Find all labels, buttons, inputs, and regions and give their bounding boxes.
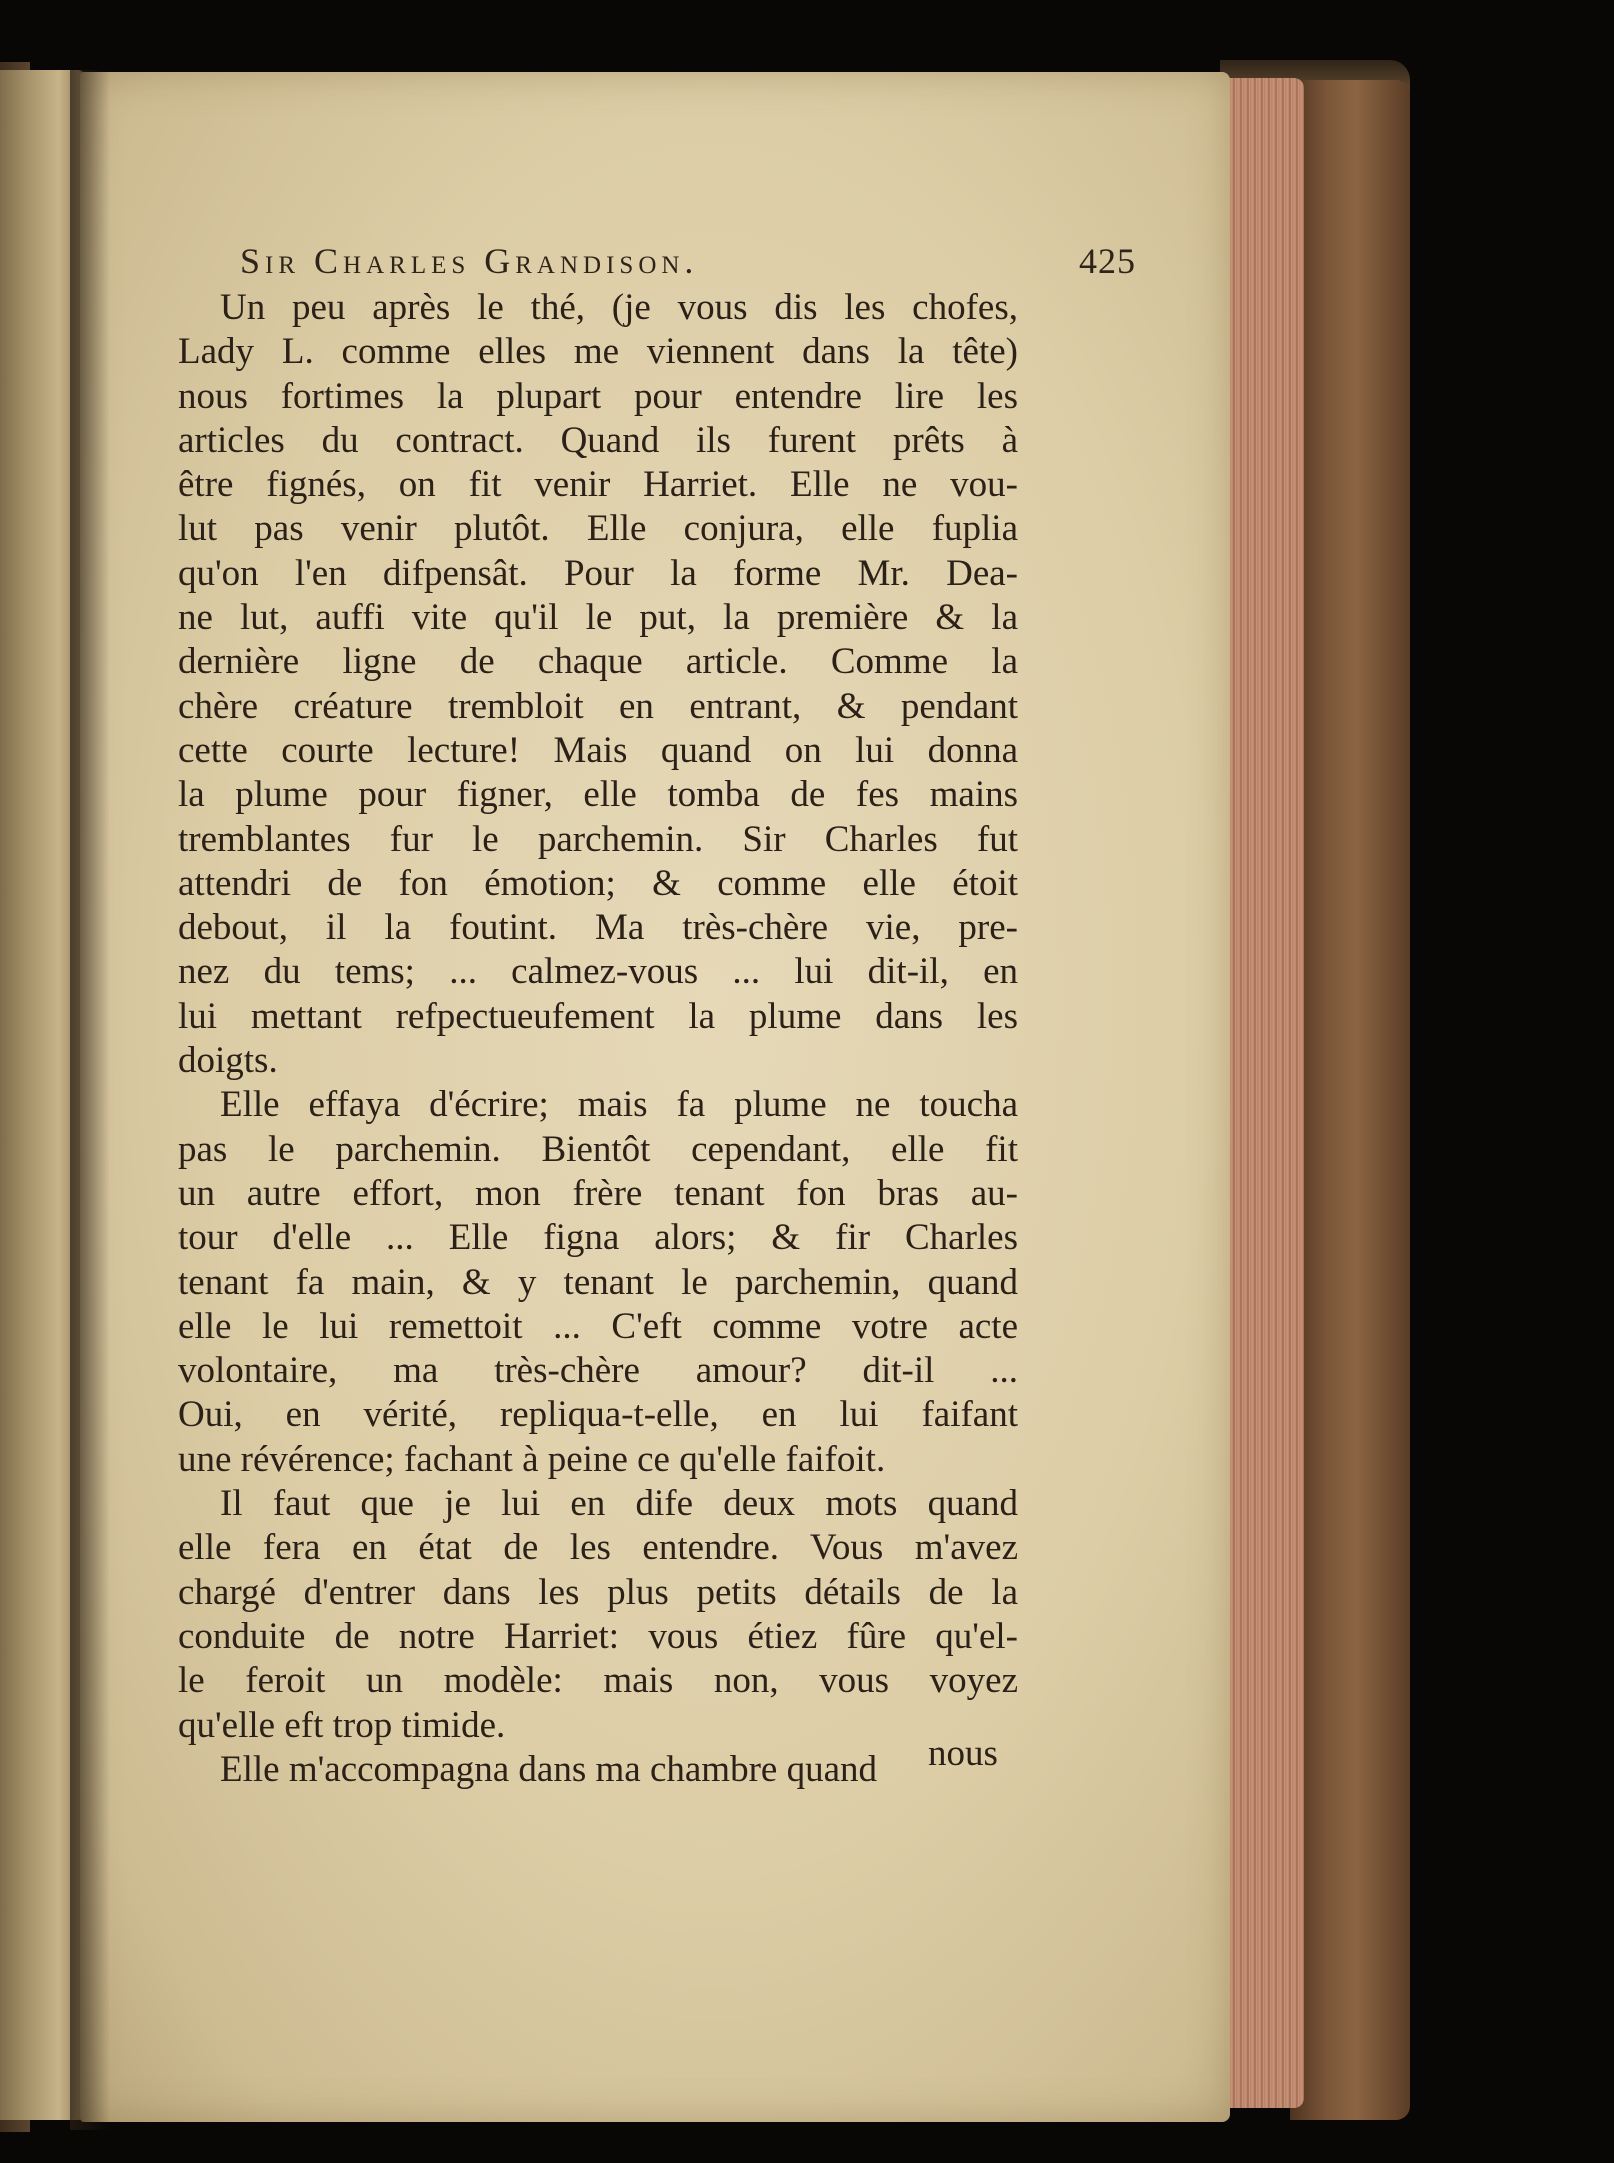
text-line: chère créature trembloit en entrant, & pendant (178, 685, 1018, 727)
text-line: doigts. (178, 1040, 278, 1082)
text-block (178, 240, 1136, 1792)
text-line: la plume pour figner, elle tomba de fes mains (178, 774, 1018, 816)
text-line: nous fortimes la plupart pour entendre lire les (178, 375, 1018, 417)
text-line: Elle effaya d'écrire; mais fa plume ne toucha (220, 1084, 1018, 1126)
text-line: lui mettant refpectueufement la plume dans les (178, 995, 1018, 1037)
text-line: pas le parchemin. Bientôt cependant, elle fit (178, 1128, 1018, 1170)
paragraph (178, 1482, 1018, 1748)
text-line: tenant fa main, & y tenant le parchemin, quand (178, 1261, 1018, 1303)
catchword: nous (928, 1733, 998, 1774)
page-fore-edge (1222, 78, 1304, 2108)
text-line: dernière ligne de chaque article. Comme la (178, 641, 1018, 683)
text-line: cette courte lecture! Mais quand on lui donna (178, 729, 1018, 771)
text-line: volontaire, ma très-chère amour? dit-il ... (178, 1350, 1018, 1392)
gutter-shadow (70, 70, 110, 2130)
text-line: chargé d'entrer dans les plus petits détails de la (178, 1571, 1018, 1613)
text-line: qu'on l'en difpensât. Pour la forme Mr. Dea- (178, 552, 1018, 594)
text-line: debout, il la foutint. Ma très-chère vie, pre- (178, 907, 1018, 949)
text-line: elle fera en état de les entendre. Vous m'avez (178, 1527, 1018, 1569)
text-line: articles du contract. Quand ils furent prêts à (178, 419, 1018, 461)
page-number: 425 (1079, 241, 1136, 281)
text-line: Un peu après le thé, (je vous dis les chofes, (220, 287, 1018, 328)
running-head (240, 240, 1136, 282)
body-text (178, 286, 1018, 1792)
text-line: tremblantes fur le parchemin. Sir Charles fut (178, 818, 1018, 860)
text-line: Il faut que je lui en dife deux mots quand (220, 1483, 1018, 1525)
text-line: une révérence; fachant à peine ce qu'elle faifoit. (178, 1438, 886, 1480)
text-line: attendri de fon émotion; & comme elle étoit (178, 862, 1018, 904)
running-title: Sir Charles Grandison. (240, 241, 699, 281)
text-line: le feroit un modèle: mais non, vous voyez (178, 1660, 1018, 1702)
book-back-cover (1290, 80, 1410, 2120)
paragraph (178, 1748, 1018, 1792)
text-line: nez du tems; ... calmez-vous ... lui dit-il, en (178, 951, 1018, 993)
text-line: un autre effort, mon frère tenant fon bras au- (178, 1172, 1018, 1214)
text-line: ne lut, auffi vite qu'il le put, la première & la (178, 597, 1018, 639)
text-line: être fignés, on fit venir Harriet. Elle ne vou- (178, 464, 1018, 506)
text-line: Elle m'accompagna dans ma chambre quand (220, 1748, 877, 1790)
text-line: elle le lui remettoit ... C'eft comme votre acte (178, 1305, 1018, 1347)
text-line: lut pas venir plutôt. Elle conjura, elle fuplia (178, 508, 1018, 550)
text-line: qu'elle eft trop timide. (178, 1704, 506, 1746)
text-line: conduite de notre Harriet: vous étiez fûre qu'el- (178, 1615, 1018, 1657)
paragraph (178, 1083, 1018, 1482)
text-line: tour d'elle ... Elle figna alors; & fir Charles (178, 1217, 1018, 1259)
text-line: Lady L. comme elles me viennent dans la tête) (178, 331, 1018, 373)
text-line: Oui, en vérité, repliqua-t-elle, en lui faifant (178, 1394, 1018, 1436)
paragraph (178, 286, 1018, 1083)
